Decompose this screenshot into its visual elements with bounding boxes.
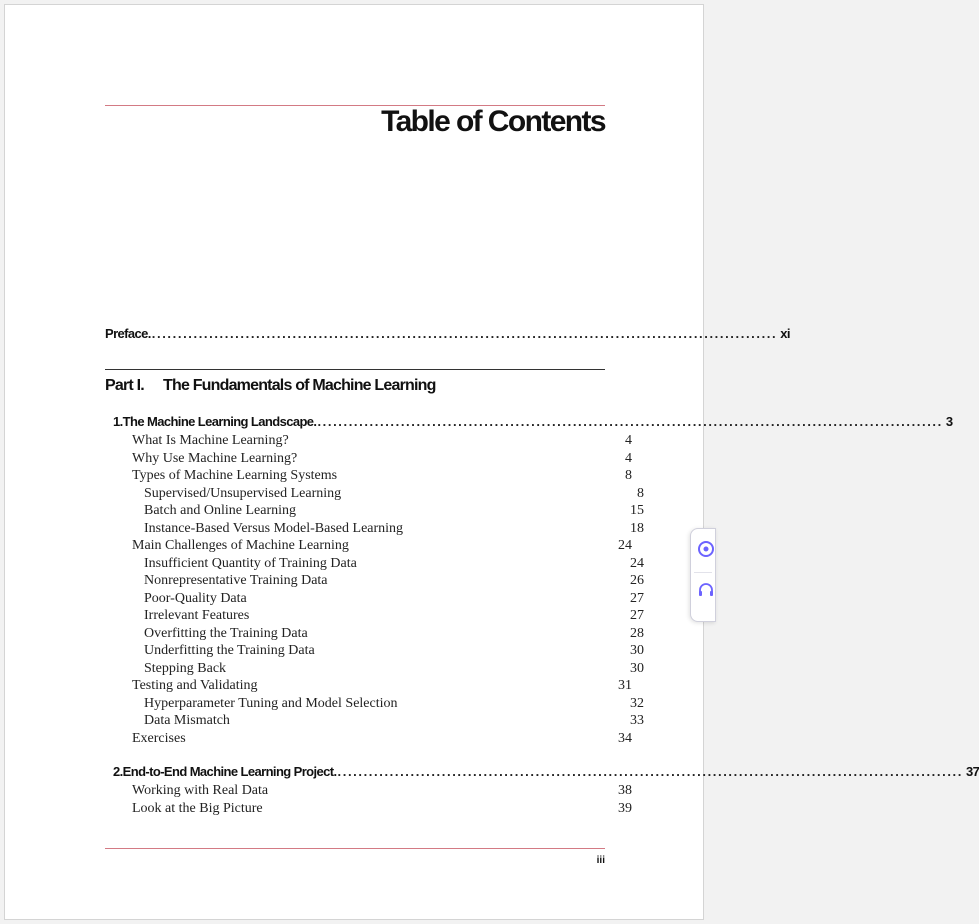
dot-leader: ........................................................................................................................ [337,764,963,779]
toc-subsection[interactable] [105,626,644,642]
section-page: 24 [618,538,632,553]
section-page: 34 [618,731,632,746]
section-title: Look at the Big Picture [132,801,263,816]
chapter-page: 37 [965,764,979,779]
section-title: Irrelevant Features [144,608,250,623]
toc-subsection[interactable] [105,696,644,712]
toc-subsection[interactable] [105,661,644,677]
section-page: 8 [625,468,632,483]
section-title: Instance-Based Versus Model-Based Learning [144,521,404,536]
toc-section[interactable] [105,678,632,694]
toc-section[interactable] [105,783,632,799]
toc-section[interactable] [105,468,632,484]
toc-entry-page: xi [780,326,790,341]
toc-subsection[interactable] [105,521,644,537]
section-page: 38 [618,783,632,798]
chapter-number: 2. [113,764,123,779]
section-page: 4 [625,451,632,466]
section-title: Poor-Quality Data [144,591,247,606]
section-title: Overfitting the Training Data [144,626,308,641]
side-toolbar [690,528,716,622]
section-page: 39 [618,801,632,816]
section-page: 31 [618,678,632,693]
toc-subsection[interactable] [105,591,644,607]
section-title: Testing and Validating [132,678,258,693]
chapter-page: 3 [945,414,953,429]
dot-leader: ........................................................................................................................ [317,414,943,429]
part-heading[interactable] [105,377,436,395]
dot-leader: ........................................................................................................................ [151,326,778,341]
bottom-rule [105,848,605,849]
toc-subsection[interactable] [105,556,644,572]
part-rule [105,369,605,370]
chapter-number: 1. [113,414,123,429]
section-page: 18 [630,521,644,536]
assistant-icon[interactable] [696,540,714,558]
toc-chapter-1[interactable] [105,414,953,429]
part-title: The Fundamentals of Machine Learning [163,377,436,394]
section-title: What Is Machine Learning? [132,433,289,448]
section-title: Insufficient Quantity of Training Data [144,556,357,571]
toc-subsection[interactable] [105,573,644,589]
toolbar-divider [694,572,712,573]
document-page [4,4,979,920]
page-title: Table of Contents [381,105,605,138]
section-page: 26 [630,573,644,588]
section-page: 32 [630,696,644,711]
toc-subsection[interactable] [105,713,644,729]
chapter-title: The Machine Learning Landscape. [122,414,317,429]
toc-entry-preface[interactable] [105,326,790,341]
section-title: Exercises [132,731,186,746]
toc-subsection[interactable] [105,486,644,502]
section-title: Main Challenges of Machine Learning [132,538,349,553]
toc-section[interactable] [105,801,632,817]
section-title: Why Use Machine Learning? [132,451,298,466]
section-page: 4 [625,433,632,448]
toc-section[interactable] [105,731,632,747]
toc-section[interactable] [105,433,632,449]
toc-chapter-2[interactable] [105,764,979,779]
part-label: Part I. [105,377,144,394]
section-page: 33 [630,713,644,728]
section-page: 15 [630,503,644,518]
section-title: Supervised/Unsupervised Learning [144,486,342,501]
toc-entry-label: Preface. [105,326,151,341]
section-title: Working with Real Data [132,783,269,798]
section-title: Data Mismatch [144,713,230,728]
section-page: 27 [630,591,644,606]
section-title: Underfitting the Training Data [144,643,315,658]
section-title: Batch and Online Learning [144,503,297,518]
toc-section[interactable] [105,538,632,554]
section-page: 30 [630,643,644,658]
section-page: 30 [630,661,644,676]
section-page: 8 [637,486,644,501]
toc-subsection[interactable] [105,608,644,624]
chapter-title: End-to-End Machine Learning Project. [122,764,337,779]
section-title: Stepping Back [144,661,227,676]
section-title: Hyperparameter Tuning and Model Selection [144,696,398,711]
toc-section[interactable] [105,451,632,467]
section-page: 28 [630,626,644,641]
section-title: Nonrepresentative Training Data [144,573,328,588]
headset-icon[interactable] [696,581,714,599]
toc-subsection[interactable] [105,503,644,519]
toc-subsection[interactable] [105,643,644,659]
section-page: 24 [630,556,644,571]
section-page: 27 [630,608,644,623]
page-number: iii [596,855,605,866]
section-title: Types of Machine Learning Systems [132,468,338,483]
